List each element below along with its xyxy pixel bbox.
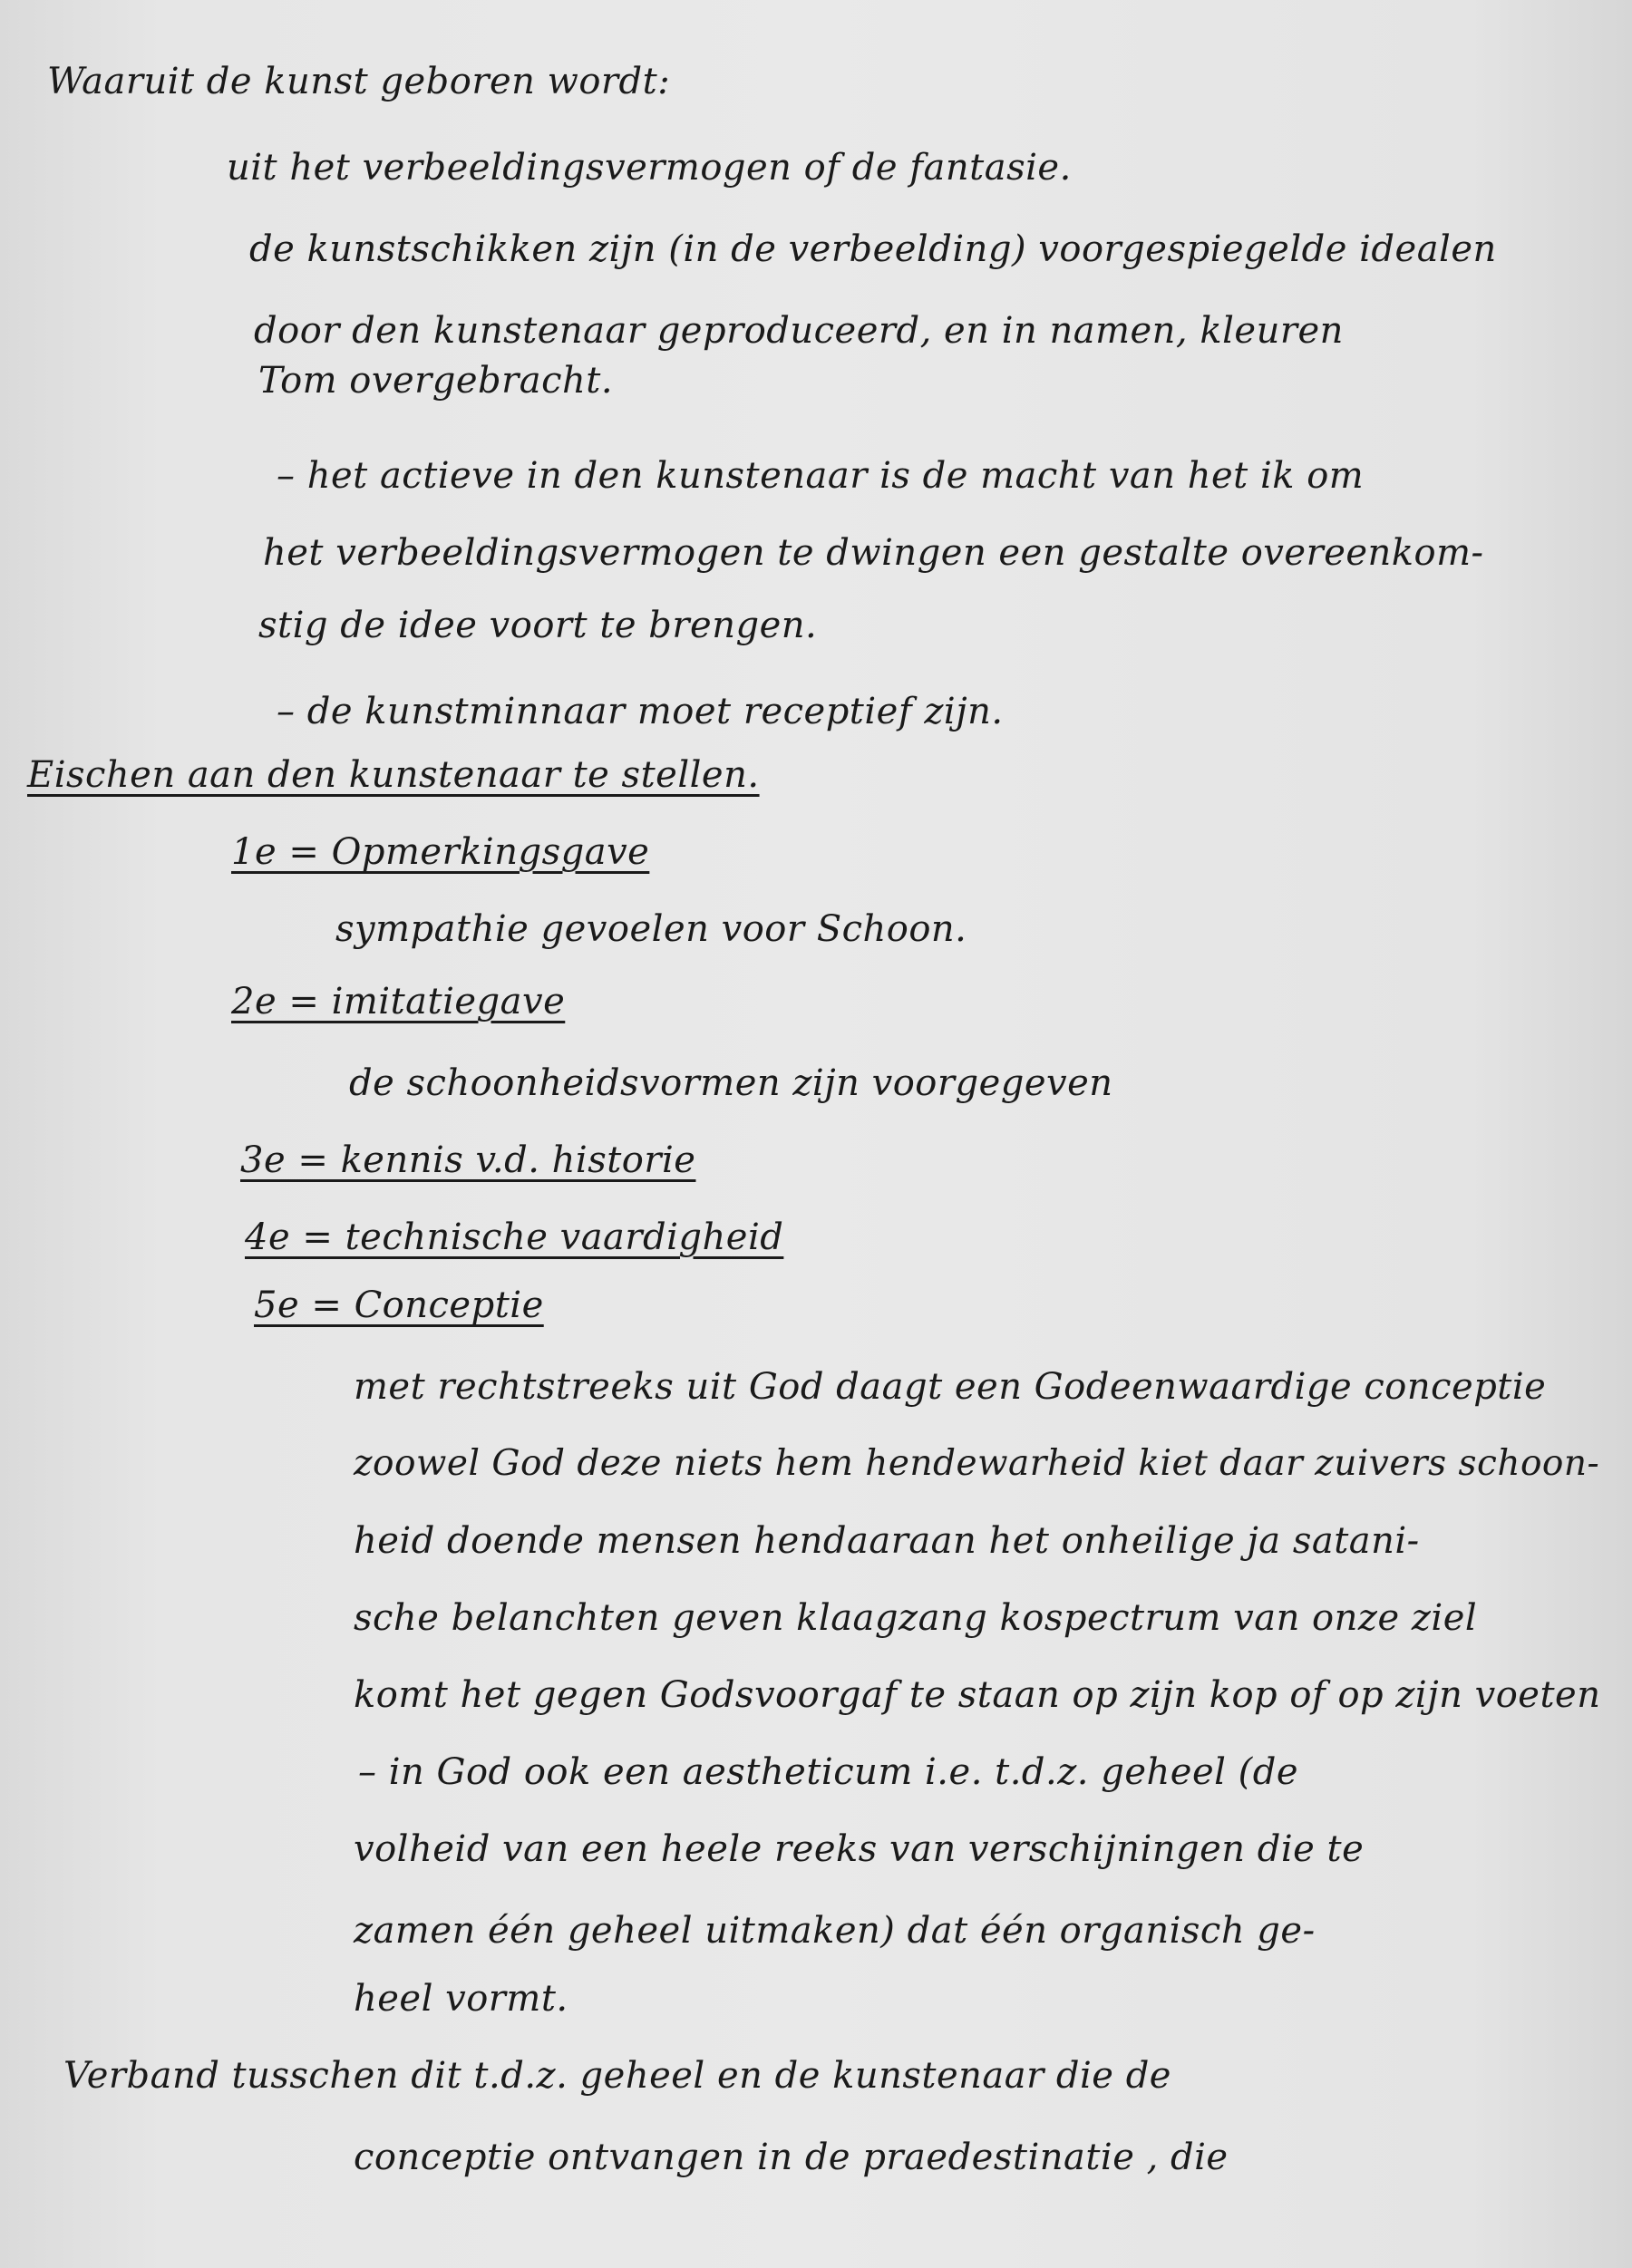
text-line: door den kunstenaar geproduceerd, en in namen, kleuren	[254, 310, 1344, 352]
text-line: zoowel God deze niets hem hendewarheid kiet daar zuivers schoon-	[354, 1443, 1600, 1484]
text-line: met rechtstreeks uit God daagt een Godeenwaardige conceptie	[354, 1366, 1547, 1408]
text-line: Verband tusschen dit t.d.z. geheel en de kunstenaar die de	[63, 2055, 1171, 2097]
list-item-detail: de schoonheidsvormen zijn voorgegeven	[349, 1062, 1113, 1104]
text-line: sche belanchten geven klaagzang kospectrum van onze ziel	[354, 1597, 1478, 1639]
list-item-detail: sympathie gevoelen voor Schoon.	[335, 908, 967, 950]
text-line: het verbeeldingsvermogen te dwingen een gestalte overeenkom-	[263, 532, 1484, 574]
section-heading: Eischen aan den kunstenaar te stellen.	[27, 754, 760, 796]
text-line: Tom overgebracht.	[258, 360, 614, 402]
list-item: 1e = Opmerkingsgave	[231, 831, 650, 873]
text-line: heel vormt.	[354, 1978, 568, 2020]
text-line: – de kunstminnaar moet receptief zijn.	[277, 691, 1004, 732]
list-item: 4e = technische vaardigheid	[245, 1216, 784, 1258]
text-line: de kunstschikken zijn (in de verbeelding) voorgespiegelde idealen	[249, 228, 1497, 270]
heading-line: Waaruit de kunst geboren wordt:	[47, 61, 671, 102]
text-line: – in God ook een aestheticum i.e. t.d.z. geheel (de	[358, 1751, 1299, 1793]
text-line: zamen één geheel uitmaken) dat één organisch ge-	[354, 1910, 1316, 1952]
text-line: uit het verbeeldingsvermogen of de fantasie.	[227, 147, 1072, 189]
list-item: 5e = Conceptie	[254, 1284, 544, 1326]
text-line: komt het gegen Godsvoorgaf te staan op zijn kop of op zijn voeten	[354, 1674, 1601, 1716]
list-item: 3e = kennis v.d. historie	[240, 1139, 696, 1181]
text-line: – het actieve in den kunstenaar is de macht van het ik om	[277, 455, 1365, 497]
text-line: volheid van een heele reeks van verschijningen die te	[354, 1828, 1365, 1870]
list-item: 2e = imitatiegave	[231, 981, 566, 1023]
text-line: conceptie ontvangen in de praedestinatie , die	[354, 2137, 1229, 2178]
text-line: stig de idee voort te brengen.	[258, 605, 818, 646]
text-line: heid doende mensen hendaaraan het onheilige ja satani-	[354, 1520, 1420, 1562]
